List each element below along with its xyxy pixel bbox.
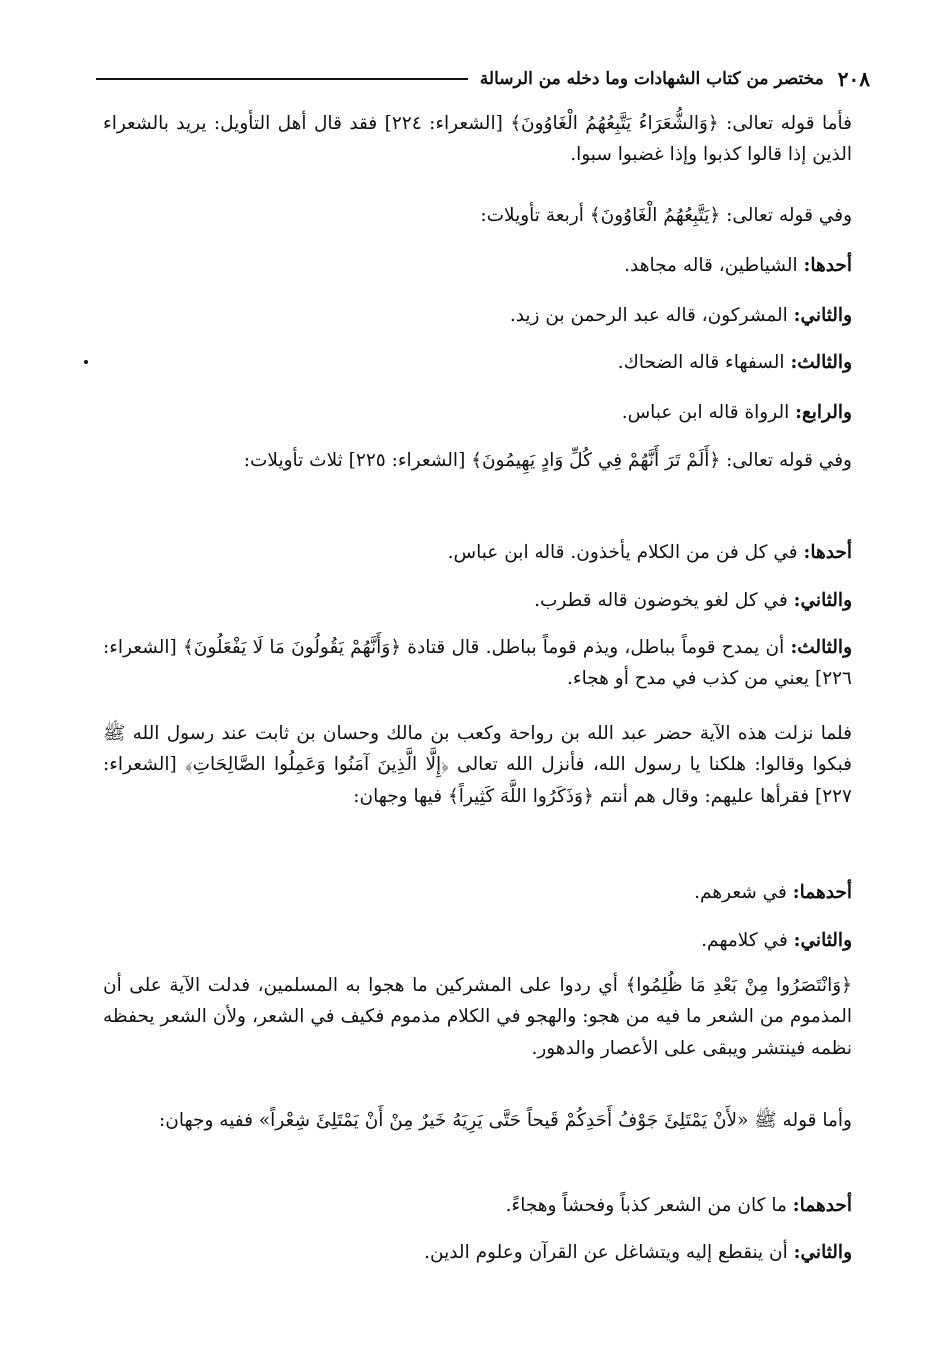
paragraph: [103, 300, 852, 331]
margin-dot: [84, 360, 88, 364]
paragraph: [103, 1237, 852, 1268]
paragraph: [103, 718, 852, 812]
paragraph-lead: والثالث:: [790, 352, 852, 373]
paragraph-text: في شعرهم.: [694, 882, 793, 903]
paragraph: [103, 1190, 852, 1221]
paragraph-lead: أحدها:: [803, 542, 852, 563]
paragraph: [103, 970, 852, 1064]
paragraph: [103, 108, 852, 171]
paragraph-text: المشركون، قاله عبد الرحمن بن زيد.: [509, 305, 794, 326]
paragraph-text: ﴿وَانْتَصَرُوا مِنْ بَعْدِ مَا ظُلِمُوا﴾ أي ردوا على المشركين ما هجوا به المسلمين، فدلت الآية على أن المذموم من الشعر ما فيه من هجو: والهجو في الكلام مذموم فكيف في الشعر، ولأن الشعر يحفظه نظمه فينتشر ويبقى على الأعصار والدهور.: [103, 975, 852, 1059]
paragraph-text: فلما نزلت هذه الآية حضر عبد الله بن رواحة وكعب بن مالك وحسان بن ثابت عند رسول الله ﷺ فبكوا وقالوا: هلكنا يا رسول الله، فأنزل الله تعالى ﴿إِلَّا الَّذِينَ آمَنُوا وَعَمِلُوا الصَّالِحَاتِ﴾ [الشعراء: ٢٢٧] فقرأها عليهم: وقال هم أنتم ﴿وَذَكَرُوا اللَّهَ كَثِيراً﴾ فيها وجهان:: [103, 723, 852, 807]
paragraph-lead: والثاني:: [793, 930, 852, 951]
paragraph-text: الرواة قاله ابن عباس.: [621, 402, 796, 423]
paragraph: [103, 347, 852, 378]
paragraph: [103, 397, 852, 428]
paragraph-text: الشياطين، قاله مجاهد.: [624, 255, 804, 276]
paragraph-text: ما كان من الشعر كذباً وفحشاً وهجاءً.: [505, 1195, 793, 1216]
paragraph: [103, 585, 852, 616]
paragraph-lead: أحدها:: [803, 255, 852, 276]
paragraph: [103, 250, 852, 281]
paragraph-text: فأما قوله تعالى: ﴿وَالشُّعَرَاءُ يَتَّبِعُهُمُ الْغَاوُونَ﴾ [الشعراء: ٢٢٤] فقد قال أهل التأويل: يريد بالشعراء الذين إذا قالوا كذبوا وإذا غضبوا سبوا.: [103, 113, 852, 166]
running-title: مختصر من كتاب الشهادات وما دخله من الرسالة: [479, 69, 824, 89]
paragraph-text: وفي قوله تعالى: ﴿يَتَّبِعُهُمُ الْغَاوُونَ﴾ أربعة تأويلات:: [480, 205, 852, 226]
paragraph: [103, 200, 852, 231]
paragraph-text: السفهاء قاله الضحاك.: [617, 352, 791, 373]
paragraph: [103, 877, 852, 908]
paragraph-text: أن ينقطع إليه ويتشاغل عن القرآن وعلوم الدين.: [424, 1242, 794, 1263]
page-number: ٢٠٨: [837, 67, 870, 91]
paragraph-lead: أحدهما:: [792, 1195, 852, 1216]
paragraph: [103, 632, 852, 695]
paragraph-text: في كل لغو يخوضون قاله قطرب.: [534, 590, 794, 611]
paragraph: [103, 537, 852, 568]
paragraph-text: وفي قوله تعالى: ﴿أَلَمْ تَرَ أَنَّهُمْ فِي كُلِّ وَادٍ يَهِيمُونَ﴾ [الشعراء: ٢٢٥] ثلاث تأويلات:: [243, 450, 852, 471]
paragraph-text: وأما قوله ﷺ «لأَنْ يَمْتَلِئَ جَوْفُ أَحَدِكُمْ قَيحاً حَتَّى يَرِيَهُ خَيرٌ مِنْ أَنْ يَمْتَلِئَ شِعْراً» ففيه وجهان:: [159, 1110, 852, 1131]
paragraph-lead: أحدهما:: [792, 882, 852, 903]
paragraph-text: أن يمدح قوماً بباطل، ويذم قوماً بباطل. قال قتادة ﴿وَأَنَّهُمْ يَقُولُونَ مَا لَا يَفْعَلُونَ﴾ [الشعراء: ٢٢٦] يعني من كذب في مدح أو هجاء.: [103, 637, 852, 690]
header-rule: [96, 78, 468, 80]
paragraph-lead: والثاني:: [793, 305, 852, 326]
paragraph-lead: والثاني:: [793, 590, 852, 611]
paragraph-text: في كل فن من الكلام يأخذون. قاله ابن عباس.: [447, 542, 804, 563]
paragraph-lead: والرابع:: [795, 402, 852, 423]
paragraph: [103, 925, 852, 956]
paragraph: [103, 445, 852, 476]
paragraph-lead: والثالث:: [790, 637, 852, 658]
running-header: [96, 62, 870, 96]
paragraph: [103, 1105, 852, 1136]
paragraph-lead: والثاني:: [793, 1242, 852, 1263]
paragraph-text: في كلامهم.: [701, 930, 794, 951]
